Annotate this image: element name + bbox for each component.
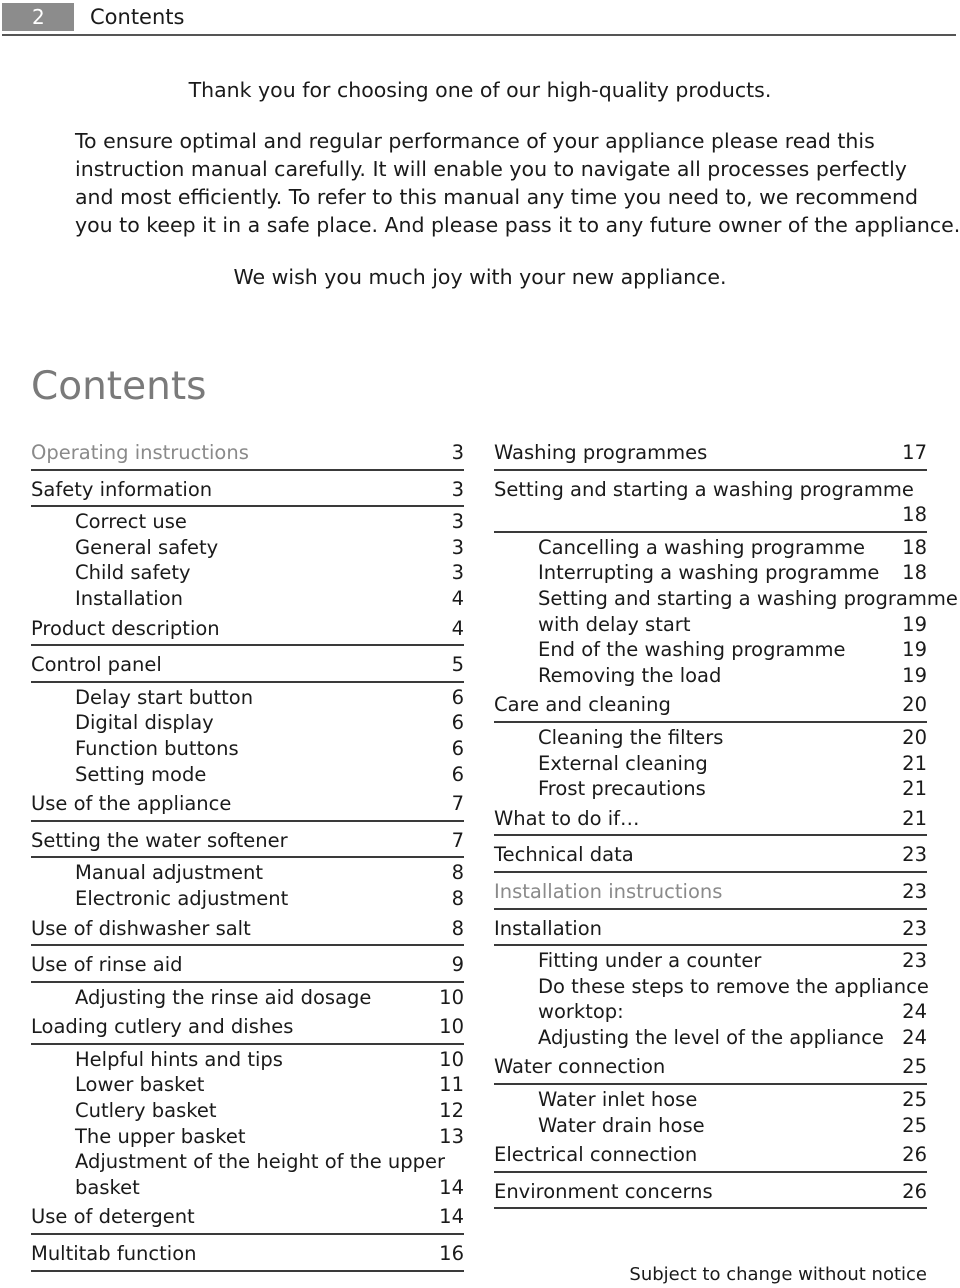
page-header — [0, 0, 960, 38]
toc-entry-major[interactable] — [31, 824, 464, 859]
toc-entry-sub[interactable] — [31, 762, 464, 788]
toc-entry-major[interactable] — [494, 473, 927, 533]
toc-entry-label: The upper basket — [75, 1124, 246, 1148]
toc-entry-label: Child safety — [75, 561, 191, 585]
toc-entry-label: Adjusting the rinse aid dosage — [75, 985, 372, 1009]
toc-entry-label: Electronic adjustment — [75, 886, 289, 910]
toc-entry-sub[interactable] — [31, 860, 464, 886]
toc-entry-sub[interactable] — [494, 974, 927, 1025]
toc-page-number: 3 — [451, 441, 464, 464]
toc-page-number: 12 — [439, 1099, 464, 1123]
toc-entry-major[interactable] — [494, 1175, 927, 1210]
toc-page-number: 7 — [451, 828, 464, 852]
toc-entry-label: Interrupting a washing programme — [538, 561, 880, 585]
toc-entry-label: Water inlet hose — [538, 1088, 698, 1112]
toc-page-number: 13 — [439, 1124, 464, 1148]
toc-entry-label: Helpful hints and tips — [75, 1047, 283, 1071]
toc-page-number: 4 — [451, 586, 464, 610]
toc-entry-major[interactable] — [31, 1237, 464, 1272]
toc-entry-sub[interactable] — [31, 535, 464, 561]
toc-entry-major[interactable] — [31, 648, 464, 683]
toc-entry-label: Installation instructions — [494, 879, 723, 903]
toc-entry-sub[interactable] — [31, 1098, 464, 1124]
toc-entry-label: External cleaning — [538, 751, 708, 775]
toc-page-number: 14 — [439, 1175, 464, 1199]
page-number: 2 — [2, 3, 74, 31]
toc-entry-label: Correct use — [75, 510, 187, 534]
toc-page-number: 26 — [902, 1143, 927, 1167]
toc-entry-sub[interactable] — [494, 637, 927, 663]
toc-entry-label: Lower basket — [75, 1073, 205, 1097]
toc-page-number: 3 — [451, 510, 464, 534]
toc-entry-label: Setting the water softener — [31, 828, 288, 852]
toc-page-number: 10 — [439, 1015, 464, 1039]
toc-page-number: 6 — [451, 736, 464, 760]
toc-section-heading[interactable] — [31, 436, 464, 471]
toc-page-number: 18 — [902, 503, 927, 527]
contents-title: Contents — [31, 364, 207, 409]
toc-entry-label: Use of dishwasher salt — [31, 916, 251, 940]
toc-entry-label: Cancelling a washing programme — [538, 535, 865, 559]
toc-page-number: 24 — [902, 1000, 927, 1024]
toc-entry-label: Cleaning the filters — [538, 725, 724, 749]
intro-thanks: Thank you for choosing one of our high-quality products. — [188, 78, 772, 102]
toc-entry-sub[interactable] — [31, 1124, 464, 1150]
toc-page-number: 7 — [451, 792, 464, 816]
toc-entry-label: Setting and starting a washing programme — [538, 586, 958, 610]
toc-page-number: 3 — [451, 535, 464, 559]
toc-entry-label: Control panel — [31, 653, 162, 677]
toc-entry-label: Water drain hose — [538, 1113, 705, 1137]
toc-page-number: 23 — [902, 879, 927, 903]
toc-entry-label: Operating instructions — [31, 441, 249, 464]
toc-right-column — [494, 436, 958, 1211]
toc-entry-sub[interactable] — [494, 1113, 927, 1139]
toc-entry-label: Function buttons — [75, 736, 239, 760]
toc-entry-major[interactable] — [31, 473, 464, 508]
toc-page-number: 8 — [451, 916, 464, 940]
toc-entry-sub[interactable] — [31, 1047, 464, 1073]
intro-wish: We wish you much joy with your new appliance. — [233, 265, 727, 289]
toc-entry-line2 — [538, 999, 927, 1025]
toc-entry-label: Setting mode — [75, 762, 207, 786]
toc-entry-label: Electrical connection — [494, 1143, 698, 1167]
header-title: Contents — [90, 5, 185, 29]
toc-entry-label: Care and cleaning — [494, 693, 671, 717]
toc-entry-label: Loading cutlery and dishes — [31, 1015, 294, 1039]
toc-entry-sub[interactable] — [494, 586, 958, 637]
toc-entry-label: Digital display — [75, 711, 214, 735]
toc-entry-major[interactable] — [31, 912, 464, 947]
toc-page-number: 9 — [451, 953, 464, 977]
toc-entry-major[interactable] — [31, 1010, 464, 1045]
toc-entry-major[interactable] — [494, 436, 927, 471]
toc-entry-sub[interactable] — [31, 1149, 464, 1200]
toc-page-number: 18 — [902, 535, 927, 559]
toc-page-number: 4 — [451, 616, 464, 640]
toc-entry-label: Manual adjustment — [75, 861, 263, 885]
toc-entry-sub[interactable] — [494, 535, 927, 561]
toc-entry-label-cont: worktop: — [538, 1000, 624, 1024]
intro-line: instruction manual carefully. It will enable you to navigate all processes perfectly — [75, 157, 907, 181]
toc-entry-label: Removing the load — [538, 663, 722, 687]
toc-entry-label-cont: with delay start — [538, 612, 691, 636]
toc-page-number: 14 — [439, 1205, 464, 1229]
toc-entry-label: Use of detergent — [31, 1205, 195, 1229]
toc-entry-label: Do these steps to remove the appliance — [538, 974, 929, 998]
toc-entry-sub[interactable] — [31, 985, 464, 1011]
toc-page-number: 8 — [451, 886, 464, 910]
toc-entry-label: End of the washing programme — [538, 638, 846, 662]
toc-entry-label: Safety information — [31, 477, 213, 501]
toc-entry-major[interactable] — [31, 948, 464, 983]
toc-entry-line2 — [75, 1175, 464, 1201]
toc-page-number: 3 — [451, 561, 464, 585]
toc-page-number: 21 — [902, 806, 927, 830]
toc-page-number: 6 — [451, 711, 464, 735]
toc-entry-sub[interactable] — [31, 509, 464, 535]
toc-entry-label: Adjusting the level of the appliance — [538, 1025, 884, 1049]
toc-entry-label: Installation — [75, 586, 184, 610]
toc-entry-line2 — [494, 502, 927, 528]
toc-entry-label: Multitab function — [31, 1242, 197, 1266]
toc-entry-label: Fitting under a counter — [538, 949, 762, 973]
toc-page-number: 21 — [902, 751, 927, 775]
toc-entry-sub[interactable] — [31, 586, 464, 612]
toc-page-number: 25 — [902, 1088, 927, 1112]
intro-line: To ensure optimal and regular performance of your appliance please read this — [75, 129, 875, 153]
toc-entry-sub[interactable] — [494, 725, 927, 751]
toc-page-number: 6 — [451, 762, 464, 786]
footer-note: Subject to change without notice — [629, 1264, 927, 1285]
toc-entry-major[interactable] — [31, 1200, 464, 1235]
toc-entry-label: Setting and starting a washing programme — [494, 477, 914, 501]
toc-entry-major[interactable] — [31, 787, 464, 822]
toc-entry-label: Technical data — [494, 843, 634, 867]
toc-entry-sub[interactable] — [31, 1072, 464, 1098]
toc-entry-major[interactable] — [494, 802, 927, 837]
toc-entry-sub[interactable] — [31, 560, 464, 586]
toc-entry-sub[interactable] — [31, 685, 464, 711]
toc-entry-label: Frost precautions — [538, 777, 706, 801]
toc-entry-label: Adjustment of the height of the upper — [75, 1150, 446, 1174]
toc-page-number: 23 — [902, 916, 927, 940]
toc-entry-sub[interactable] — [494, 751, 927, 777]
intro-line: you to keep it in a safe place. And please pass it to any future owner of the appliance. — [75, 213, 960, 237]
toc-entry-label: Water connection — [494, 1055, 666, 1079]
toc-page-number: 20 — [902, 725, 927, 749]
toc-entry-sub[interactable] — [494, 1087, 927, 1113]
toc-left-column — [31, 436, 464, 1274]
toc-entry-label: Delay start button — [75, 685, 254, 709]
toc-entry-major[interactable] — [31, 612, 464, 647]
toc-page-number: 8 — [451, 861, 464, 885]
toc-entry-label-cont: basket — [75, 1175, 140, 1199]
toc-entry-sub[interactable] — [494, 663, 927, 689]
toc-entry-sub[interactable] — [31, 736, 464, 762]
toc-page-number: 16 — [439, 1242, 464, 1266]
toc-page-number: 10 — [439, 1047, 464, 1071]
toc-entry-major[interactable] — [494, 838, 927, 873]
toc-page-number: 19 — [902, 612, 927, 636]
toc-page-number: 23 — [902, 949, 927, 973]
toc-page-number: 18 — [902, 561, 927, 585]
toc-entry-sub[interactable] — [31, 886, 464, 912]
toc-page-number: 20 — [902, 693, 927, 717]
toc-entry-sub[interactable] — [494, 560, 927, 586]
toc-entry-major[interactable] — [494, 912, 927, 947]
toc-entry-label: Environment concerns — [494, 1179, 713, 1203]
toc-entry-label: General safety — [75, 535, 219, 559]
toc-page-number: 19 — [902, 663, 927, 687]
toc-entry-label: Product description — [31, 616, 220, 640]
toc-page-number: 10 — [439, 985, 464, 1009]
toc-entry-label: Use of the appliance — [31, 792, 232, 816]
toc-entry-label: Cutlery basket — [75, 1099, 217, 1123]
toc-page-number: 5 — [451, 653, 464, 677]
toc-entry-sub[interactable] — [494, 1025, 927, 1051]
toc-entry-label: Installation — [494, 916, 603, 940]
toc-section-heading[interactable] — [494, 875, 927, 910]
toc-page-number: 25 — [902, 1055, 927, 1079]
header-divider — [2, 34, 956, 36]
toc-entry-sub[interactable] — [494, 948, 927, 974]
toc-page-number: 21 — [902, 777, 927, 801]
toc-entry-major[interactable] — [494, 1050, 927, 1085]
toc-page-number: 3 — [451, 477, 464, 501]
toc-entry-major[interactable] — [494, 688, 927, 723]
intro-line: and most efficiently. To refer to this manual any time you need to, we recommend — [75, 185, 919, 209]
intro-paragraph — [75, 127, 960, 239]
toc-page-number: 11 — [439, 1073, 464, 1097]
toc-page-number: 23 — [902, 843, 927, 867]
toc-page-number: 26 — [902, 1179, 927, 1203]
toc-page-number: 25 — [902, 1113, 927, 1137]
toc-page-number: 17 — [902, 441, 927, 464]
toc-page-number: 24 — [902, 1025, 927, 1049]
toc-entry-line2 — [538, 612, 927, 638]
toc-entry-sub[interactable] — [494, 776, 927, 802]
toc-page-number: 19 — [902, 638, 927, 662]
toc-entry-label: Use of rinse aid — [31, 953, 183, 977]
toc-entry-sub[interactable] — [31, 710, 464, 736]
toc-page-number: 6 — [451, 685, 464, 709]
toc-entry-label: What to do if… — [494, 806, 640, 830]
toc-entry-major[interactable] — [494, 1138, 927, 1173]
toc-entry-label: Washing programmes — [494, 441, 708, 464]
